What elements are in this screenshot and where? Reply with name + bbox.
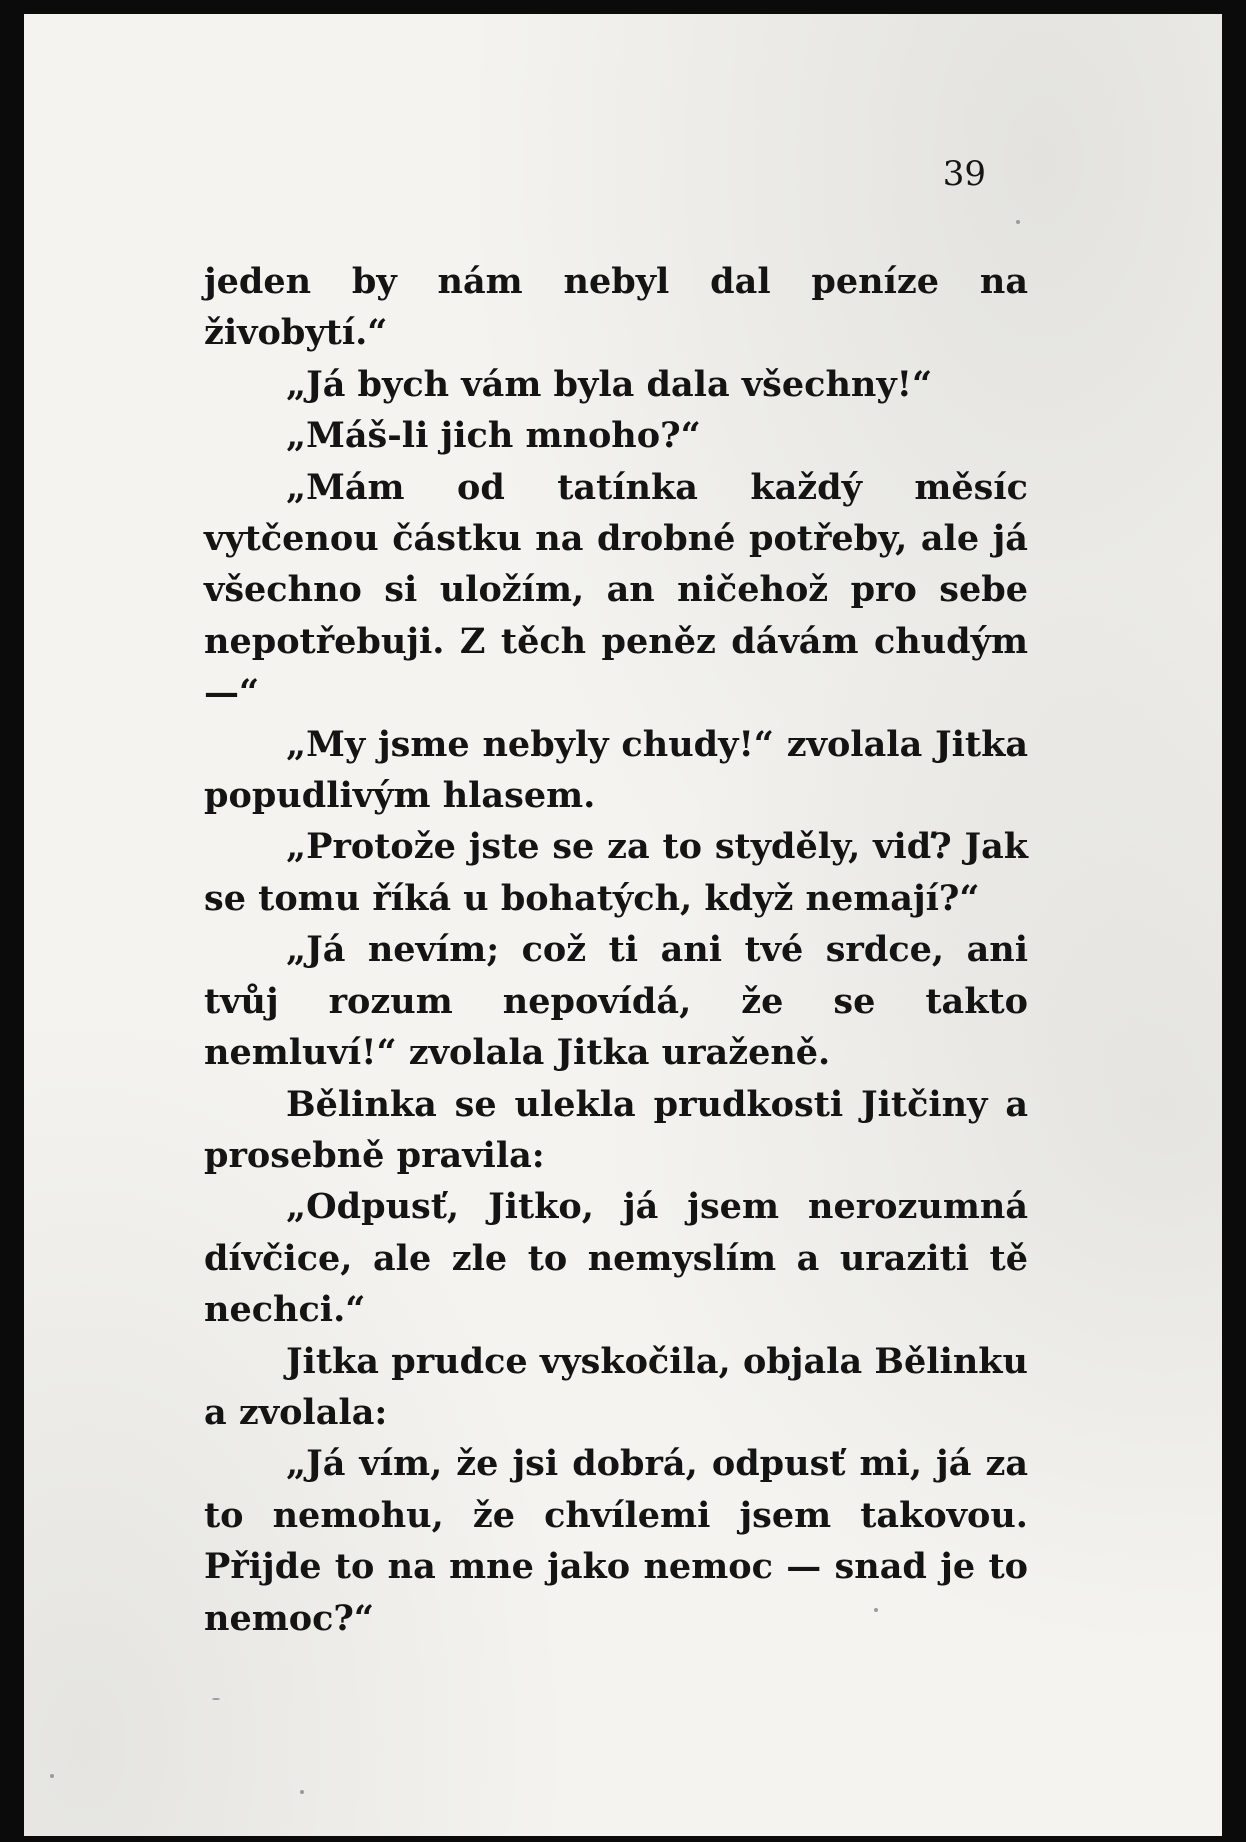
paragraph: „Odpusť, Jitko, já jsem nerozumná dívčice, ale zle to nemyslím a uraziti tě nechci.“: [204, 1186, 1028, 1331]
paper-speck: [300, 1790, 304, 1794]
paragraph: „Já vím, že jsi dobrá, odpusť mi, já za to nemohu, že chvílemi jsem takovou. Přijde to na mne jako nemoc — snad je to nemoc?“: [204, 1443, 1028, 1639]
paper-speck: [212, 1698, 220, 1700]
paragraph: „Máš-li jich mnoho?“: [286, 415, 701, 457]
paragraph: Bělinka se ulekla prudkosti Jitčiny a prosebně pravila:: [204, 1083, 1028, 1176]
paragraph: „Já bych vám byla dala všechny!“: [286, 363, 933, 405]
book-page: [24, 14, 1222, 1836]
paragraph: jeden by nám nebyl dal peníze na živobytí.“: [204, 261, 1028, 354]
paragraph: „Mám od tatínka každý měsíc vytčenou částku na drobné potřeby, ale já všechno si uložím, an ničehož pro sebe nepotřebuji. Z těch peněz dávám chudým —“: [204, 466, 1028, 714]
paper-speck: [1016, 220, 1020, 224]
paper-speck: [874, 1608, 878, 1612]
paragraph: Jitka prudce vyskočila, objala Bělinku a zvolala:: [204, 1340, 1028, 1433]
paragraph: „My jsme nebyly chudy!“ zvolala Jitka popudlivým hlasem.: [204, 723, 1028, 817]
page-number: 39: [942, 154, 986, 194]
paragraph: „Já nevím; což ti ani tvé srdce, ani tvůj rozum nepovídá, že se takto nemluví!“ zvolala Jitka uraženě.: [204, 929, 1028, 1074]
body-text: [204, 256, 1028, 1644]
paper-speck: [50, 1774, 54, 1778]
paragraph: „Protože jste se za to styděly, viď? Jak se tomu říká u bohatých, když nemají?“: [204, 826, 1028, 919]
